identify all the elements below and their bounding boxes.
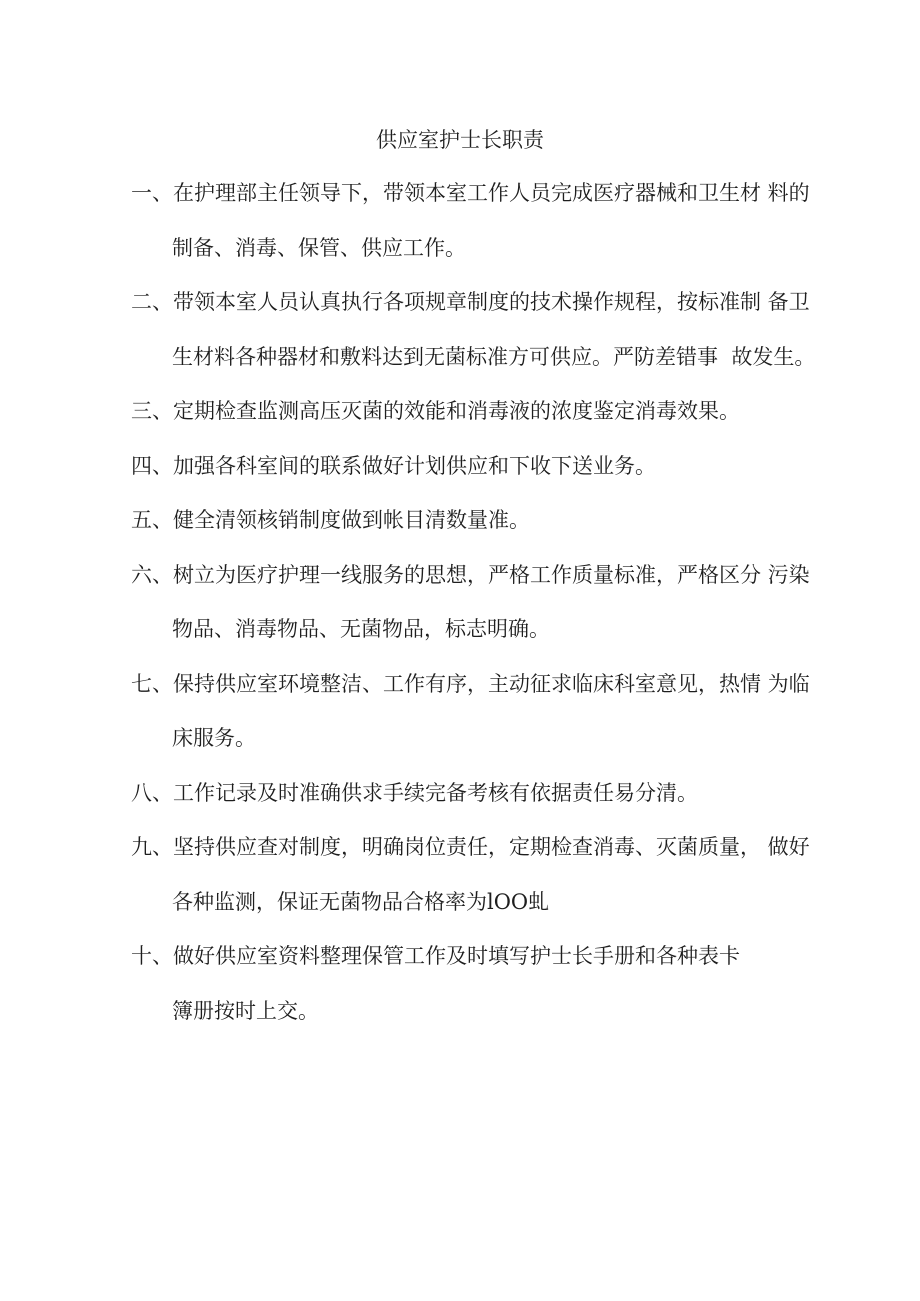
item-7-line-1: 七、保持供应室环境整洁、工作有序，主动征求临床科室意见，热情 为临	[131, 671, 810, 696]
document-body	[131, 166, 880, 1038]
item-1-line-1: 一、在护理部主任领导下，带领本室工作人员完成医疗器械和卫生材 料的	[131, 181, 810, 205]
item-2-line-1: 二、带领本室人员认真执行各项规章制度的技术操作规程，按标准制 备卫	[131, 290, 810, 314]
item-3-line-1: 三、定期检查监测高压灭菌的效能和消毒液的浓度鉴定消毒效果。	[131, 399, 740, 423]
item-6-line-1: 六、树立为医疗护理一线服务的思想，严格工作质量标准，严格区分 污染	[131, 562, 810, 587]
item-4-line-1: 四、加强各科室间的联系做好计划供应和下收下送业务。	[131, 453, 656, 478]
item-1-line-2: 制备、消毒、保管、供应工作。	[172, 235, 466, 260]
item-5-line-1: 五、健全清领核销制度做到帐目清数量准。	[131, 508, 530, 532]
item-6-line-2: 物品、消毒物品、无菌物品，标志明确。	[172, 617, 550, 641]
item-2-line-2: 生材料各种器材和敷料达到无菌标准方可供应。严防差错事 故发生。	[172, 344, 816, 369]
document-title: 供应室护士长职责	[376, 128, 544, 152]
item-9-line-2: 各种监测，保证无菌物品合格率为lOO虬	[172, 889, 550, 914]
item-10-line-2: 簿册按时上交。	[172, 998, 319, 1023]
item-10-line-1: 十、做好供应室资料整理保管工作及时填写护士长手册和各种表卡	[131, 944, 740, 968]
item-8-line-1: 八、工作记录及时准确供求手续完备考核有依据责任易分清。	[131, 780, 698, 805]
item-9-line-1: 九、坚持供应查对制度，明确岗位责任，定期检查消毒、灭菌质量， 做好	[131, 835, 810, 859]
item-7-line-2: 床服务。	[172, 726, 256, 750]
